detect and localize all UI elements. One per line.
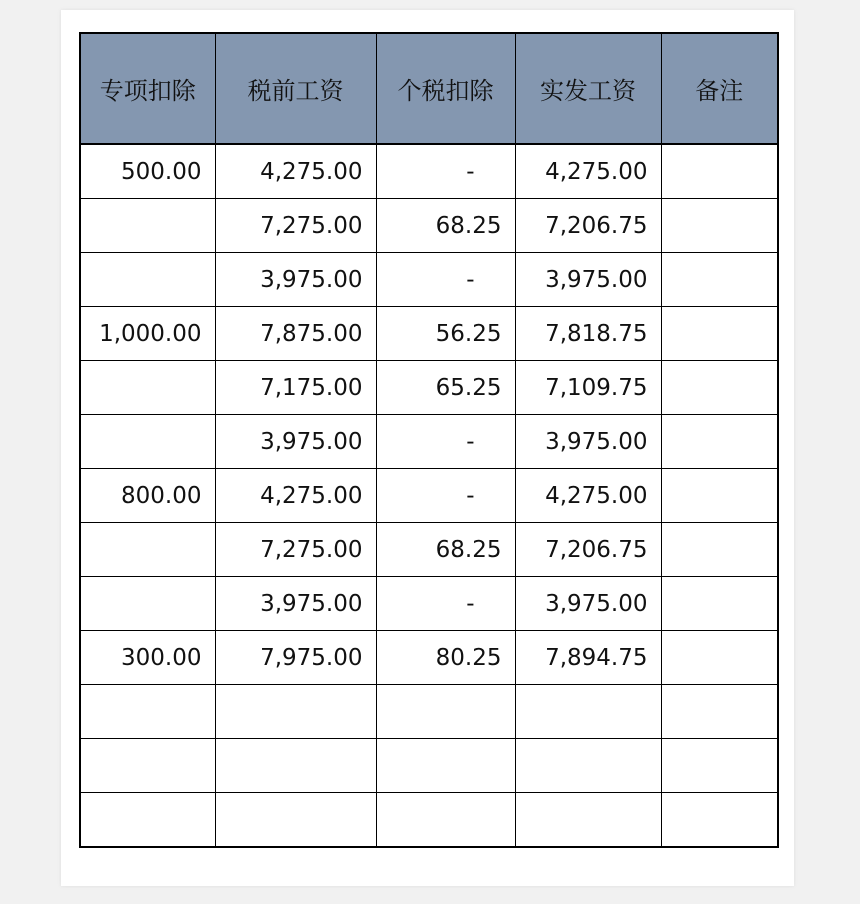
cell-special-deduction[interactable]	[80, 739, 215, 793]
cell-income-tax[interactable]	[376, 739, 515, 793]
cell-net-salary[interactable]: 3,975.00	[515, 253, 661, 307]
cell-income-tax[interactable]	[376, 685, 515, 739]
cell-net-salary[interactable]: 7,818.75	[515, 307, 661, 361]
cell-net-salary[interactable]: 7,206.75	[515, 199, 661, 253]
header-net-salary[interactable]: 实发工资	[515, 33, 661, 144]
cell-remarks[interactable]	[661, 144, 778, 199]
salary-table	[79, 32, 779, 848]
cell-income-tax[interactable]: -	[376, 253, 515, 307]
table-row	[80, 144, 778, 199]
cell-income-tax[interactable]: -	[376, 415, 515, 469]
cell-income-tax[interactable]: 80.25	[376, 631, 515, 685]
cell-income-tax[interactable]: 65.25	[376, 361, 515, 415]
cell-income-tax[interactable]: 56.25	[376, 307, 515, 361]
table-row	[80, 415, 778, 469]
cell-pretax-salary[interactable]: 3,975.00	[215, 577, 376, 631]
cell-special-deduction[interactable]: 500.00	[80, 144, 215, 199]
table-row	[80, 469, 778, 523]
header-pretax-salary[interactable]: 税前工资	[215, 33, 376, 144]
cell-income-tax[interactable]: 68.25	[376, 199, 515, 253]
cell-net-salary[interactable]	[515, 739, 661, 793]
table-row	[80, 199, 778, 253]
cell-pretax-salary[interactable]: 7,275.00	[215, 199, 376, 253]
cell-income-tax[interactable]: -	[376, 577, 515, 631]
cell-net-salary[interactable]: 7,894.75	[515, 631, 661, 685]
cell-special-deduction[interactable]	[80, 415, 215, 469]
spreadsheet-page	[61, 10, 794, 886]
cell-special-deduction[interactable]	[80, 523, 215, 577]
table-row	[80, 685, 778, 739]
table-row	[80, 631, 778, 685]
cell-net-salary[interactable]: 4,275.00	[515, 469, 661, 523]
cell-special-deduction[interactable]: 1,000.00	[80, 307, 215, 361]
cell-remarks[interactable]	[661, 469, 778, 523]
header-income-tax[interactable]: 个税扣除	[376, 33, 515, 144]
cell-income-tax[interactable]: -	[376, 144, 515, 199]
cell-pretax-salary[interactable]: 3,975.00	[215, 415, 376, 469]
cell-income-tax[interactable]	[376, 793, 515, 848]
cell-pretax-salary[interactable]	[215, 685, 376, 739]
cell-special-deduction[interactable]	[80, 361, 215, 415]
cell-pretax-salary[interactable]: 4,275.00	[215, 144, 376, 199]
cell-remarks[interactable]	[661, 361, 778, 415]
cell-special-deduction[interactable]	[80, 199, 215, 253]
table-body	[80, 144, 778, 847]
table-row	[80, 577, 778, 631]
cell-remarks[interactable]	[661, 631, 778, 685]
cell-remarks[interactable]	[661, 307, 778, 361]
cell-net-salary[interactable]: 7,206.75	[515, 523, 661, 577]
cell-remarks[interactable]	[661, 523, 778, 577]
cell-net-salary[interactable]: 3,975.00	[515, 577, 661, 631]
cell-income-tax[interactable]: -	[376, 469, 515, 523]
cell-remarks[interactable]	[661, 577, 778, 631]
cell-special-deduction[interactable]: 800.00	[80, 469, 215, 523]
cell-net-salary[interactable]	[515, 685, 661, 739]
cell-remarks[interactable]	[661, 415, 778, 469]
cell-special-deduction[interactable]: 300.00	[80, 631, 215, 685]
cell-special-deduction[interactable]	[80, 685, 215, 739]
cell-net-salary[interactable]: 7,109.75	[515, 361, 661, 415]
table-row	[80, 253, 778, 307]
cell-income-tax[interactable]: 68.25	[376, 523, 515, 577]
cell-net-salary[interactable]	[515, 793, 661, 848]
header-special-deduction[interactable]: 专项扣除	[80, 33, 215, 144]
cell-net-salary[interactable]: 4,275.00	[515, 144, 661, 199]
header-row	[80, 33, 778, 144]
table-row	[80, 307, 778, 361]
cell-remarks[interactable]	[661, 253, 778, 307]
cell-pretax-salary[interactable]: 3,975.00	[215, 253, 376, 307]
cell-pretax-salary[interactable]	[215, 739, 376, 793]
cell-net-salary[interactable]: 3,975.00	[515, 415, 661, 469]
cell-pretax-salary[interactable]: 7,875.00	[215, 307, 376, 361]
cell-special-deduction[interactable]	[80, 253, 215, 307]
cell-pretax-salary[interactable]: 7,275.00	[215, 523, 376, 577]
cell-remarks[interactable]	[661, 199, 778, 253]
cell-special-deduction[interactable]	[80, 577, 215, 631]
table-row	[80, 523, 778, 577]
cell-pretax-salary[interactable]	[215, 793, 376, 848]
cell-special-deduction[interactable]	[80, 793, 215, 848]
table-row	[80, 739, 778, 793]
cell-pretax-salary[interactable]: 7,975.00	[215, 631, 376, 685]
header-remarks[interactable]: 备注	[661, 33, 778, 144]
cell-remarks[interactable]	[661, 685, 778, 739]
cell-remarks[interactable]	[661, 793, 778, 848]
table-row	[80, 361, 778, 415]
cell-remarks[interactable]	[661, 739, 778, 793]
cell-pretax-salary[interactable]: 7,175.00	[215, 361, 376, 415]
cell-pretax-salary[interactable]: 4,275.00	[215, 469, 376, 523]
table-row	[80, 793, 778, 848]
